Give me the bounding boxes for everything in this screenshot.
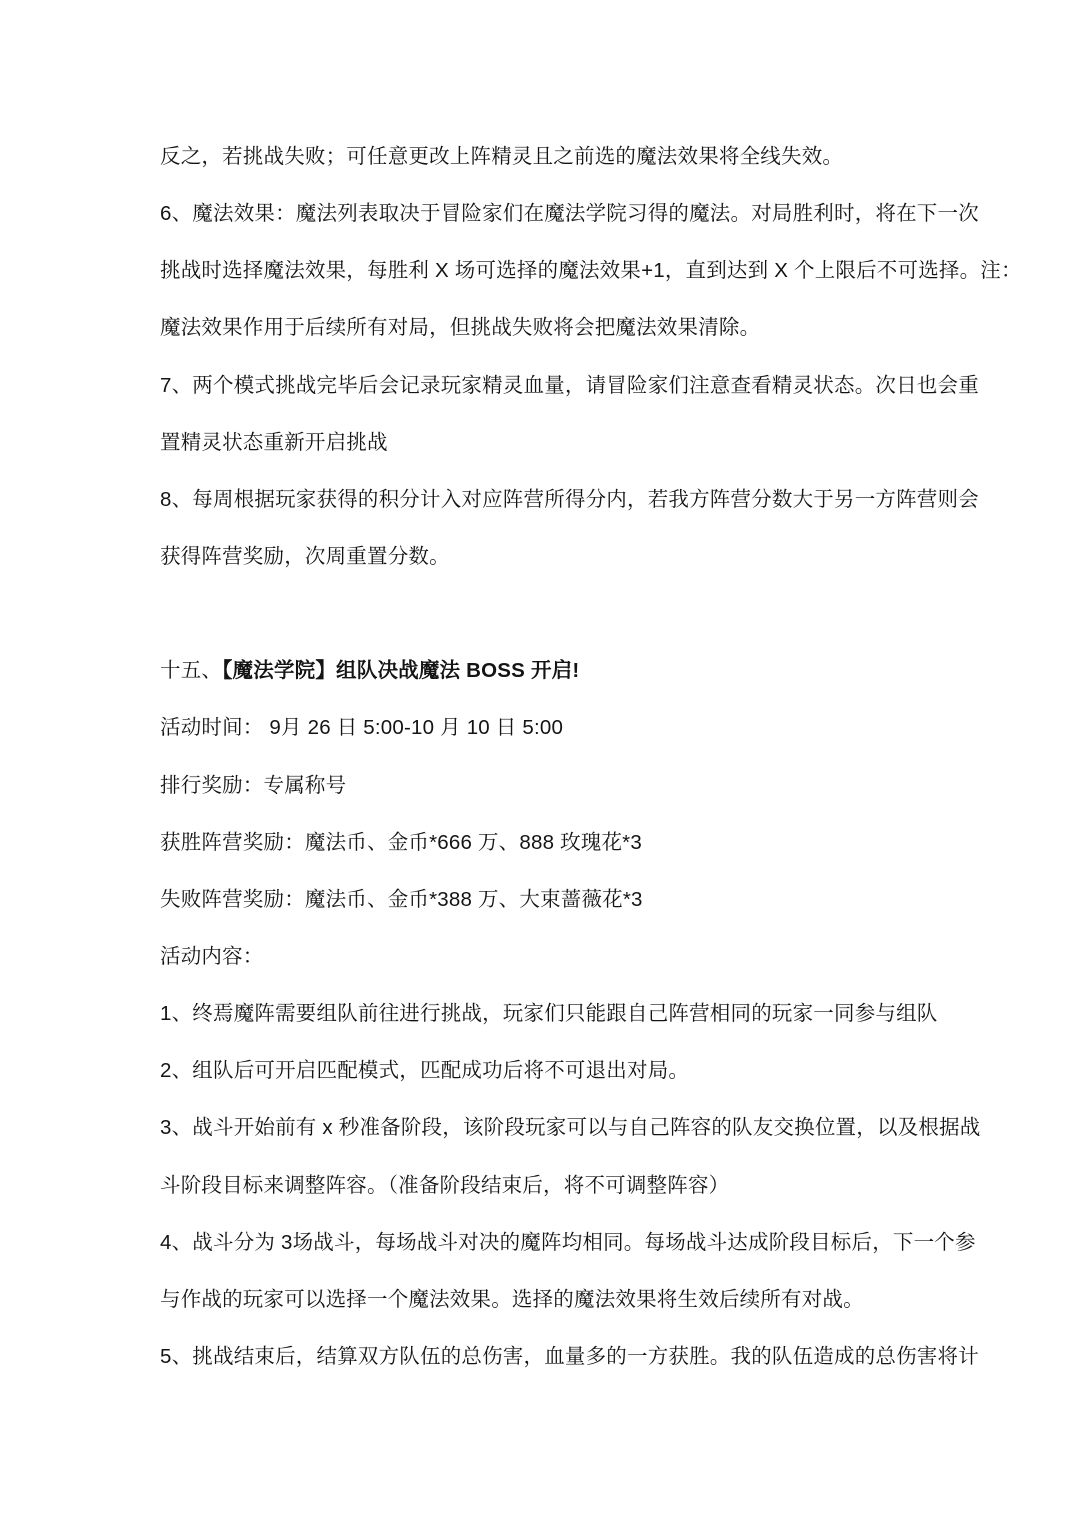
paragraph-line: 4、战斗分为 3场战斗，每场战斗对决的魔阵均相同。每场战斗达成阶段目标后，下一个参 bbox=[160, 1230, 976, 1254]
paragraph-line: 斗阶段目标来调整阵容。（准备阶段结束后，将不可调整阵容） bbox=[160, 1173, 730, 1197]
paragraph-line: 挑战时选择魔法效果，每胜利 X 场可选择的魔法效果+1，直到达到 X 个上限后不可选择。注： bbox=[160, 259, 1022, 283]
paragraph-line: 7、两个模式挑战完毕后会记录玩家精灵血量，请冒险家们注意查看精灵状态。次日也会重 bbox=[160, 373, 979, 397]
document-page bbox=[160, 128, 1022, 1385]
lose-camp-reward-line: 失败阵营奖励：魔法币、金币*388 万、大束蔷薇花*3 bbox=[160, 887, 643, 911]
paragraph-line: 3、战斗开始前有 x 秒准备阶段，该阶段玩家可以与自己阵容的队友交换位置，以及根据战 bbox=[160, 1116, 981, 1140]
paragraph-line: 6、魔法效果：魔法列表取决于冒险家们在魔法学院习得的魔法。对局胜利时，将在下一次 bbox=[160, 202, 979, 226]
section-number: 十五、 bbox=[160, 659, 223, 683]
activity-content-label: 活动内容： bbox=[160, 944, 264, 968]
paragraph-line: 与作战的玩家可以选择一个魔法效果。选择的魔法效果将生效后续所有对战。 bbox=[160, 1287, 864, 1311]
paragraph-line: 魔法效果作用于后续所有对局，但挑战失败将会把魔法效果清除。 bbox=[160, 316, 761, 340]
rank-reward-line: 排行奖励：专属称号 bbox=[160, 773, 347, 797]
event-time-line: 活动时间： 9月 26 日 5:00-10 月 10 日 5:00 bbox=[160, 716, 564, 740]
paragraph-line: 1、终焉魔阵需要组队前往进行挑战，玩家们只能跟自己阵营相同的玩家一同参与组队 bbox=[160, 1002, 938, 1026]
section-title: 【魔法学院】组队决战魔法 BOSS 开启! bbox=[222, 659, 580, 683]
win-camp-reward-line: 获胜阵营奖励：魔法币、金币*666 万、888 玫瑰花*3 bbox=[160, 830, 642, 854]
paragraph-line: 2、组队后可开启匹配模式，匹配成功后将不可退出对局。 bbox=[160, 1059, 690, 1083]
paragraph-line: 反之，若挑战失败；可任意更改上阵精灵且之前选的魔法效果将全线失效。 bbox=[160, 145, 844, 168]
paragraph-line: 5、挑战结束后，结算双方队伍的总伤害，血量多的一方获胜。我的队伍造成的总伤害将计 bbox=[160, 1344, 979, 1368]
paragraph-line: 获得阵营奖励，次周重置分数。 bbox=[160, 544, 450, 568]
paragraph-line: 8、每周根据玩家获得的积分计入对应阵营所得分内，若我方阵营分数大于另一方阵营则会 bbox=[160, 487, 979, 511]
paragraph-line: 置精灵状态重新开启挑战 bbox=[160, 430, 388, 454]
section-heading bbox=[160, 642, 950, 699]
blank-line bbox=[160, 585, 950, 642]
